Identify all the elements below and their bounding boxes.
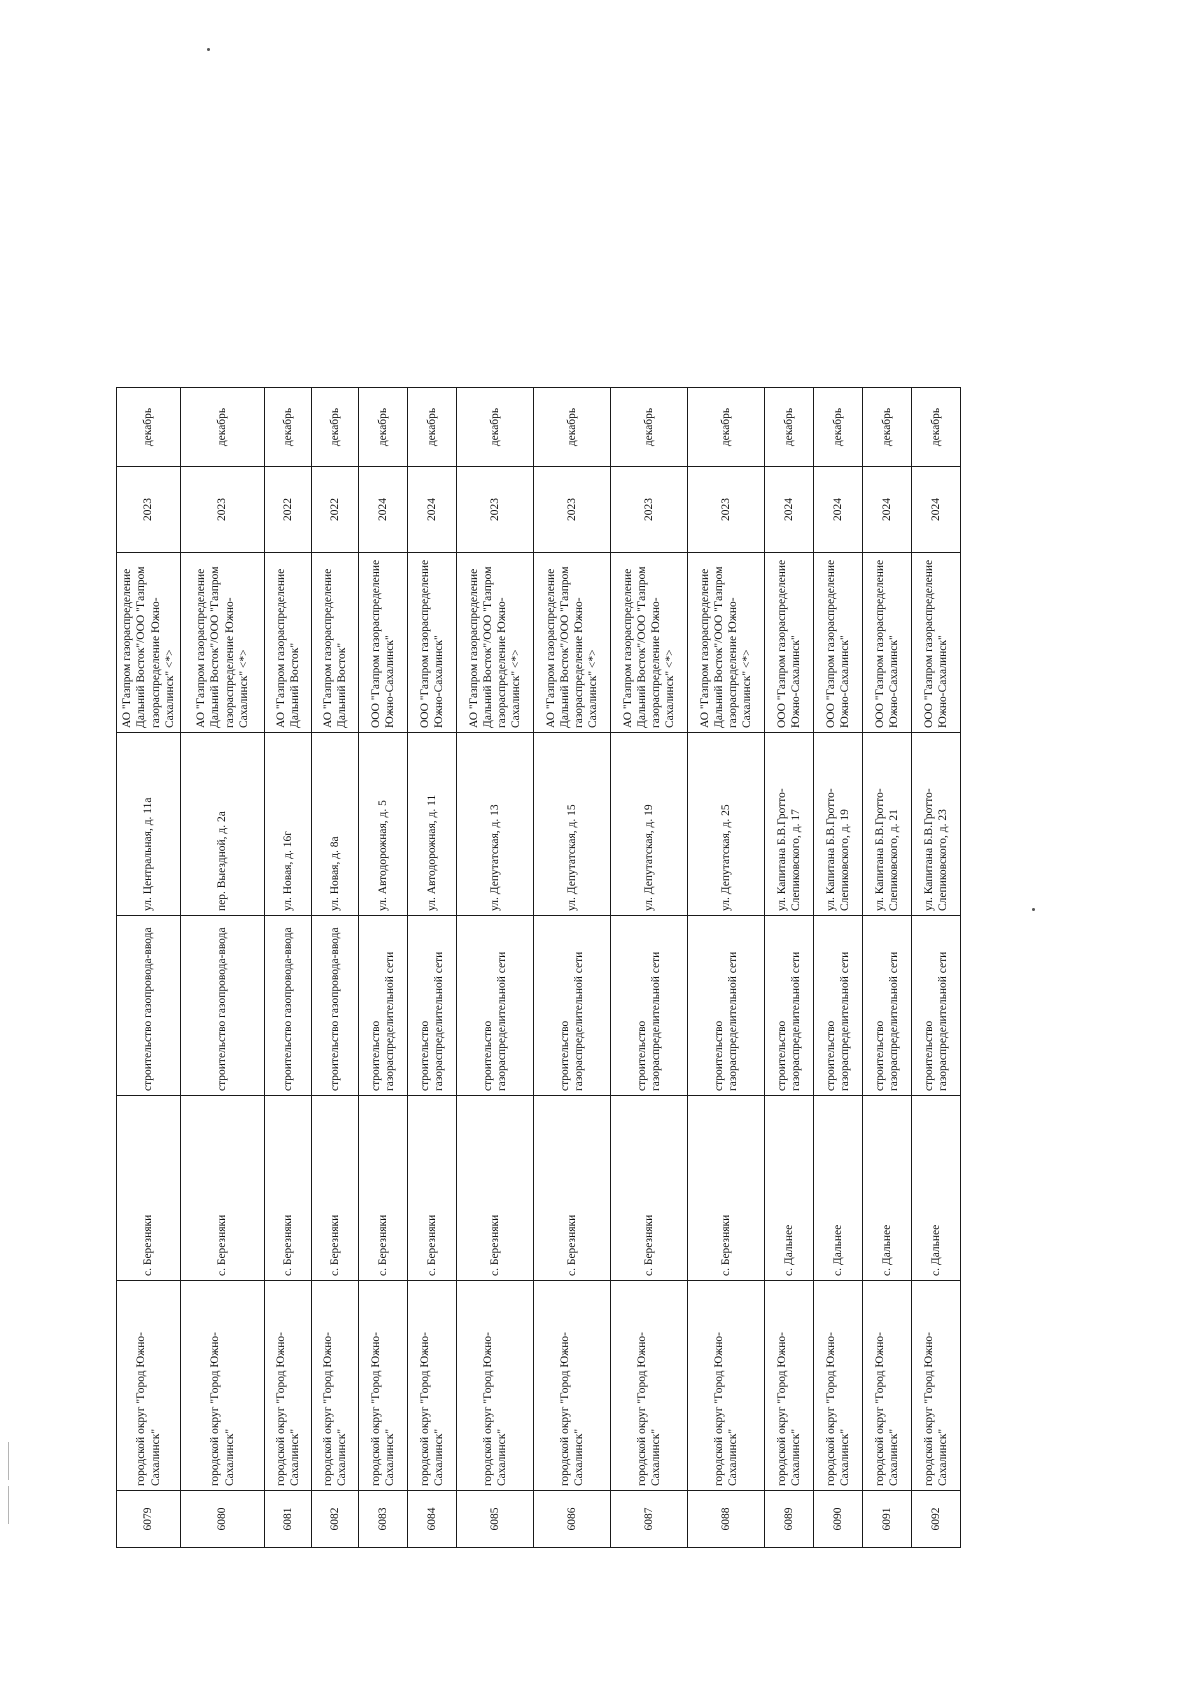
organization-cell: АО "Газпром газораспределение Дальний Восток"/ООО "Газпром газораспределение Южно-Сахалинск" <*> bbox=[181, 553, 265, 733]
settlement-cell: с. Березняки bbox=[408, 1096, 457, 1281]
work-type-cell: строительство газопровода-ввода bbox=[117, 916, 181, 1096]
scan-speck bbox=[1032, 908, 1035, 911]
year-cell: 2024 bbox=[408, 467, 457, 553]
row-number: 6082 bbox=[312, 1491, 359, 1548]
settlement-cell: с. Дальнее bbox=[765, 1096, 814, 1281]
organization-cell: ООО "Газпром газораспределение Южно-Сахалинск" bbox=[912, 553, 961, 733]
month-cell: декабрь bbox=[534, 388, 611, 467]
row-number: 6084 bbox=[408, 1491, 457, 1548]
month-cell: декабрь bbox=[912, 388, 961, 467]
address-cell: ул. Новая, д. 16г bbox=[265, 733, 312, 916]
year-cell: 2023 bbox=[534, 467, 611, 553]
settlement-cell: с. Березняки bbox=[611, 1096, 688, 1281]
address-cell: пер. Выездной, д. 2а bbox=[181, 733, 265, 916]
year-cell: 2023 bbox=[457, 467, 534, 553]
district-cell: городской округ "Город Южно-Сахалинск" bbox=[408, 1281, 457, 1491]
settlement-cell: с. Березняки bbox=[688, 1096, 765, 1281]
month-cell: декабрь bbox=[181, 388, 265, 467]
work-type-cell: строительство газораспределительной сети bbox=[457, 916, 534, 1096]
work-type-cell: строительство газораспределительной сети bbox=[912, 916, 961, 1096]
month-cell: декабрь bbox=[688, 388, 765, 467]
rotated-table-sheet bbox=[116, 388, 961, 1548]
row-number: 6081 bbox=[265, 1491, 312, 1548]
address-cell: ул. Депутатская, д. 25 bbox=[688, 733, 765, 916]
work-type-cell: строительство газораспределительной сети bbox=[534, 916, 611, 1096]
organization-cell: ООО "Газпром газораспределение Южно-Сахалинск" bbox=[359, 553, 408, 733]
settlement-cell: с. Березняки bbox=[181, 1096, 265, 1281]
month-cell: декабрь bbox=[457, 388, 534, 467]
month-cell: декабрь bbox=[814, 388, 863, 467]
organization-cell: АО "Газпром газораспределение Дальний Восток"/ООО "Газпром газораспределение Южно-Сахалинск" <*> bbox=[611, 553, 688, 733]
month-cell: декабрь bbox=[765, 388, 814, 467]
table-row bbox=[359, 388, 408, 1548]
month-cell: декабрь bbox=[863, 388, 912, 467]
table-row bbox=[265, 388, 312, 1548]
district-cell: городской округ "Город Южно-Сахалинск" bbox=[814, 1281, 863, 1491]
table-row bbox=[457, 388, 534, 1548]
district-cell: городской округ "Город Южно-Сахалинск" bbox=[611, 1281, 688, 1491]
year-cell: 2024 bbox=[912, 467, 961, 553]
month-cell: декабрь bbox=[359, 388, 408, 467]
work-type-cell: строительство газораспределительной сети bbox=[863, 916, 912, 1096]
gasification-register-table bbox=[116, 387, 961, 1548]
address-cell: ул. Капитана Б.В.Гротто-Слепиковского, д. 21 bbox=[863, 733, 912, 916]
year-cell: 2022 bbox=[265, 467, 312, 553]
row-number: 6087 bbox=[611, 1491, 688, 1548]
row-number: 6083 bbox=[359, 1491, 408, 1548]
settlement-cell: с. Березняки bbox=[117, 1096, 181, 1281]
row-number: 6086 bbox=[534, 1491, 611, 1548]
year-cell: 2023 bbox=[688, 467, 765, 553]
row-number: 6092 bbox=[912, 1491, 961, 1548]
district-cell: городской округ "Город Южно-Сахалинск" bbox=[312, 1281, 359, 1491]
scan-edge-mark bbox=[8, 1442, 9, 1480]
work-type-cell: строительство газораспределительной сети bbox=[765, 916, 814, 1096]
district-cell: городской округ "Город Южно-Сахалинск" bbox=[688, 1281, 765, 1491]
year-cell: 2024 bbox=[863, 467, 912, 553]
settlement-cell: с. Березняки bbox=[359, 1096, 408, 1281]
settlement-cell: с. Дальнее bbox=[912, 1096, 961, 1281]
organization-cell: ООО "Газпром газораспределение Южно-Сахалинск" bbox=[765, 553, 814, 733]
year-cell: 2024 bbox=[765, 467, 814, 553]
work-type-cell: строительство газопровода-ввода bbox=[312, 916, 359, 1096]
address-cell: ул. Новая, д. 8а bbox=[312, 733, 359, 916]
district-cell: городской округ "Город Южно-Сахалинск" bbox=[534, 1281, 611, 1491]
year-cell: 2022 bbox=[312, 467, 359, 553]
table-row bbox=[863, 388, 912, 1548]
table-row bbox=[688, 388, 765, 1548]
district-cell: городской округ "Город Южно-Сахалинск" bbox=[117, 1281, 181, 1491]
year-cell: 2023 bbox=[611, 467, 688, 553]
year-cell: 2023 bbox=[181, 467, 265, 553]
settlement-cell: с. Дальнее bbox=[814, 1096, 863, 1281]
organization-cell: АО "Газпром газораспределение Дальний Восток"/ООО "Газпром газораспределение Южно-Сахалинск" <*> bbox=[534, 553, 611, 733]
settlement-cell: с. Березняки bbox=[457, 1096, 534, 1281]
scan-speck bbox=[207, 48, 210, 51]
address-cell: ул. Центральная, д. 11а bbox=[117, 733, 181, 916]
district-cell: городской округ "Город Южно-Сахалинск" bbox=[359, 1281, 408, 1491]
organization-cell: АО "Газпром газораспределение Дальний Восток"/ООО "Газпром газораспределение Южно-Сахалинск" <*> bbox=[688, 553, 765, 733]
year-cell: 2023 bbox=[117, 467, 181, 553]
address-cell: ул. Депутатская, д. 13 bbox=[457, 733, 534, 916]
district-cell: городской округ "Город Южно-Сахалинск" bbox=[457, 1281, 534, 1491]
address-cell: ул. Капитана Б.В.Гротто-Слепиковского, д. 17 bbox=[765, 733, 814, 916]
month-cell: декабрь bbox=[312, 388, 359, 467]
row-number: 6080 bbox=[181, 1491, 265, 1548]
work-type-cell: строительство газопровода-ввода bbox=[265, 916, 312, 1096]
table-row bbox=[181, 388, 265, 1548]
row-number: 6089 bbox=[765, 1491, 814, 1548]
table-row bbox=[765, 388, 814, 1548]
address-cell: ул. Депутатская, д. 19 bbox=[611, 733, 688, 916]
address-cell: ул. Автодорожная, д. 11 bbox=[408, 733, 457, 916]
address-cell: ул. Капитана Б.В.Гротто-Слепиковского, д. 23 bbox=[912, 733, 961, 916]
table-row bbox=[912, 388, 961, 1548]
year-cell: 2024 bbox=[814, 467, 863, 553]
table-row bbox=[534, 388, 611, 1548]
month-cell: декабрь bbox=[611, 388, 688, 467]
row-number: 6091 bbox=[863, 1491, 912, 1548]
address-cell: ул. Капитана Б.В.Гротто-Слепиковского, д. 19 bbox=[814, 733, 863, 916]
table-row bbox=[611, 388, 688, 1548]
work-type-cell: строительство газораспределительной сети bbox=[688, 916, 765, 1096]
organization-cell: ООО "Газпром газораспределение Южно-Сахалинск" bbox=[863, 553, 912, 733]
work-type-cell: строительство газопровода-ввода bbox=[181, 916, 265, 1096]
settlement-cell: с. Березняки bbox=[312, 1096, 359, 1281]
organization-cell: ООО "Газпром газораспределение Южно-Сахалинск" bbox=[408, 553, 457, 733]
table-row bbox=[117, 388, 181, 1548]
organization-cell: АО "Газпром газораспределение Дальний Восток"/ООО "Газпром газораспределение Южно-Сахалинск" <*> bbox=[457, 553, 534, 733]
table-row bbox=[814, 388, 863, 1548]
settlement-cell: с. Березняки bbox=[534, 1096, 611, 1281]
district-cell: городской округ "Город Южно-Сахалинск" bbox=[863, 1281, 912, 1491]
work-type-cell: строительство газораспределительной сети bbox=[359, 916, 408, 1096]
district-cell: городской округ "Город Южно-Сахалинск" bbox=[265, 1281, 312, 1491]
organization-cell: АО "Газпром газораспределение Дальний Восток" bbox=[312, 553, 359, 733]
district-cell: городской округ "Город Южно-Сахалинск" bbox=[181, 1281, 265, 1491]
row-number: 6088 bbox=[688, 1491, 765, 1548]
work-type-cell: строительство газораспределительной сети bbox=[814, 916, 863, 1096]
month-cell: декабрь bbox=[408, 388, 457, 467]
district-cell: городской округ "Город Южно-Сахалинск" bbox=[912, 1281, 961, 1491]
month-cell: декабрь bbox=[265, 388, 312, 467]
address-cell: ул. Автодорожная, д. 5 bbox=[359, 733, 408, 916]
settlement-cell: с. Дальнее bbox=[863, 1096, 912, 1281]
row-number: 6090 bbox=[814, 1491, 863, 1548]
district-cell: городской округ "Город Южно-Сахалинск" bbox=[765, 1281, 814, 1491]
month-cell: декабрь bbox=[117, 388, 181, 467]
organization-cell: АО "Газпром газораспределение Дальний Восток"/ООО "Газпром газораспределение Южно-Сахалинск" <*> bbox=[117, 553, 181, 733]
year-cell: 2024 bbox=[359, 467, 408, 553]
address-cell: ул. Депутатская, д. 15 bbox=[534, 733, 611, 916]
organization-cell: ООО "Газпром газораспределение Южно-Сахалинск" bbox=[814, 553, 863, 733]
table-row bbox=[408, 388, 457, 1548]
work-type-cell: строительство газораспределительной сети bbox=[408, 916, 457, 1096]
table-row bbox=[312, 388, 359, 1548]
work-type-cell: строительство газораспределительной сети bbox=[611, 916, 688, 1096]
scan-edge-mark bbox=[8, 1486, 9, 1524]
settlement-cell: с. Березняки bbox=[265, 1096, 312, 1281]
organization-cell: АО "Газпром газораспределение Дальний Восток" bbox=[265, 553, 312, 733]
row-number: 6079 bbox=[117, 1491, 181, 1548]
row-number: 6085 bbox=[457, 1491, 534, 1548]
